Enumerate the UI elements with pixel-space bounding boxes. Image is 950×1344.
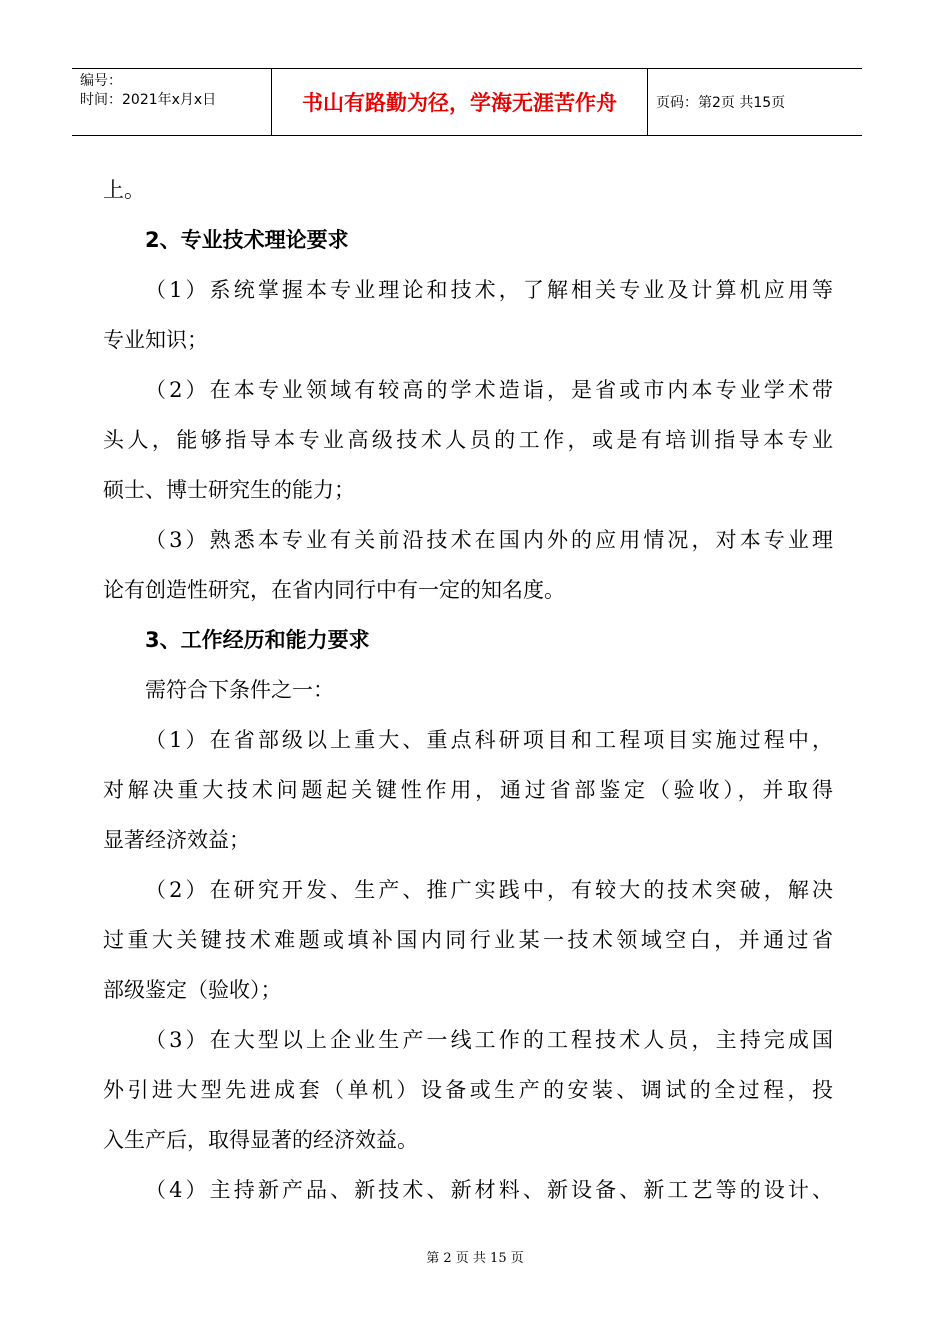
body-text-line: 头人，能够指导本专业高级技术人员的工作，或是有培训指导本专业 (103, 428, 833, 452)
body-text-line: 外引进大型先进成套（单机）设备或生产的安装、调试的全过程，投 (103, 1078, 833, 1102)
body-text-line: （3）熟悉本专业有关前沿技术在国内外的应用情况，对本专业理 (145, 528, 833, 552)
body-text-line: （2）在研究开发、生产、推广实践中，有较大的技术突破，解决 (145, 878, 833, 902)
body-text-line: 上。 (103, 178, 145, 202)
section-heading: 3、工作经历和能力要求 (145, 628, 370, 652)
body-text-line: 部级鉴定（验收）； (103, 978, 282, 1002)
document-time-label: 时间：2021年x月x日 (80, 92, 217, 108)
page-header (72, 68, 862, 136)
header-motto: 书山有路勤为径，学海无涯苦作舟 (272, 69, 648, 135)
body-text-line: 硕士、博士研究生的能力； (103, 478, 355, 502)
body-text-line: 对解决重大技术问题起关键性作用，通过省部鉴定（验收），并取得 (103, 778, 833, 802)
body-text-line: 需符合下条件之一： (145, 678, 334, 702)
body-text-line: （4）主持新产品、新技术、新材料、新设备、新工艺等的设计、 (145, 1178, 833, 1202)
page-footer: 第 2 页 共 15 页 (426, 1251, 524, 1266)
body-text-line: 过重大关键技术难题或填补国内同行业某一技术领域空白，并通过省 (103, 928, 833, 952)
body-text-line: （2）在本专业领域有较高的学术造诣，是省或市内本专业学术带 (145, 378, 833, 402)
body-text-line: 入生产后，取得显著的经济效益。 (103, 1128, 418, 1152)
body-text-line: （3）在大型以上企业生产一线工作的工程技术人员，主持完成国 (145, 1028, 833, 1052)
body-text-line: 显著经济效益； (103, 828, 250, 852)
body-text-line: （1）在省部级以上重大、重点科研项目和工程项目实施过程中， (145, 728, 833, 752)
document-number-label: 编号： (80, 73, 122, 89)
section-heading: 2、专业技术理论要求 (145, 228, 349, 252)
body-text-line: 论有创造性研究，在省内同行中有一定的知名度。 (103, 578, 565, 602)
body-text-line: 专业知识； (103, 328, 208, 352)
header-meta (72, 69, 272, 135)
document-body (103, 165, 833, 1215)
body-text-line: （1）系统掌握本专业理论和技术，了解相关专业及计算机应用等 (145, 278, 833, 302)
header-page-info: 页码：第2页 共15页 (656, 95, 786, 111)
